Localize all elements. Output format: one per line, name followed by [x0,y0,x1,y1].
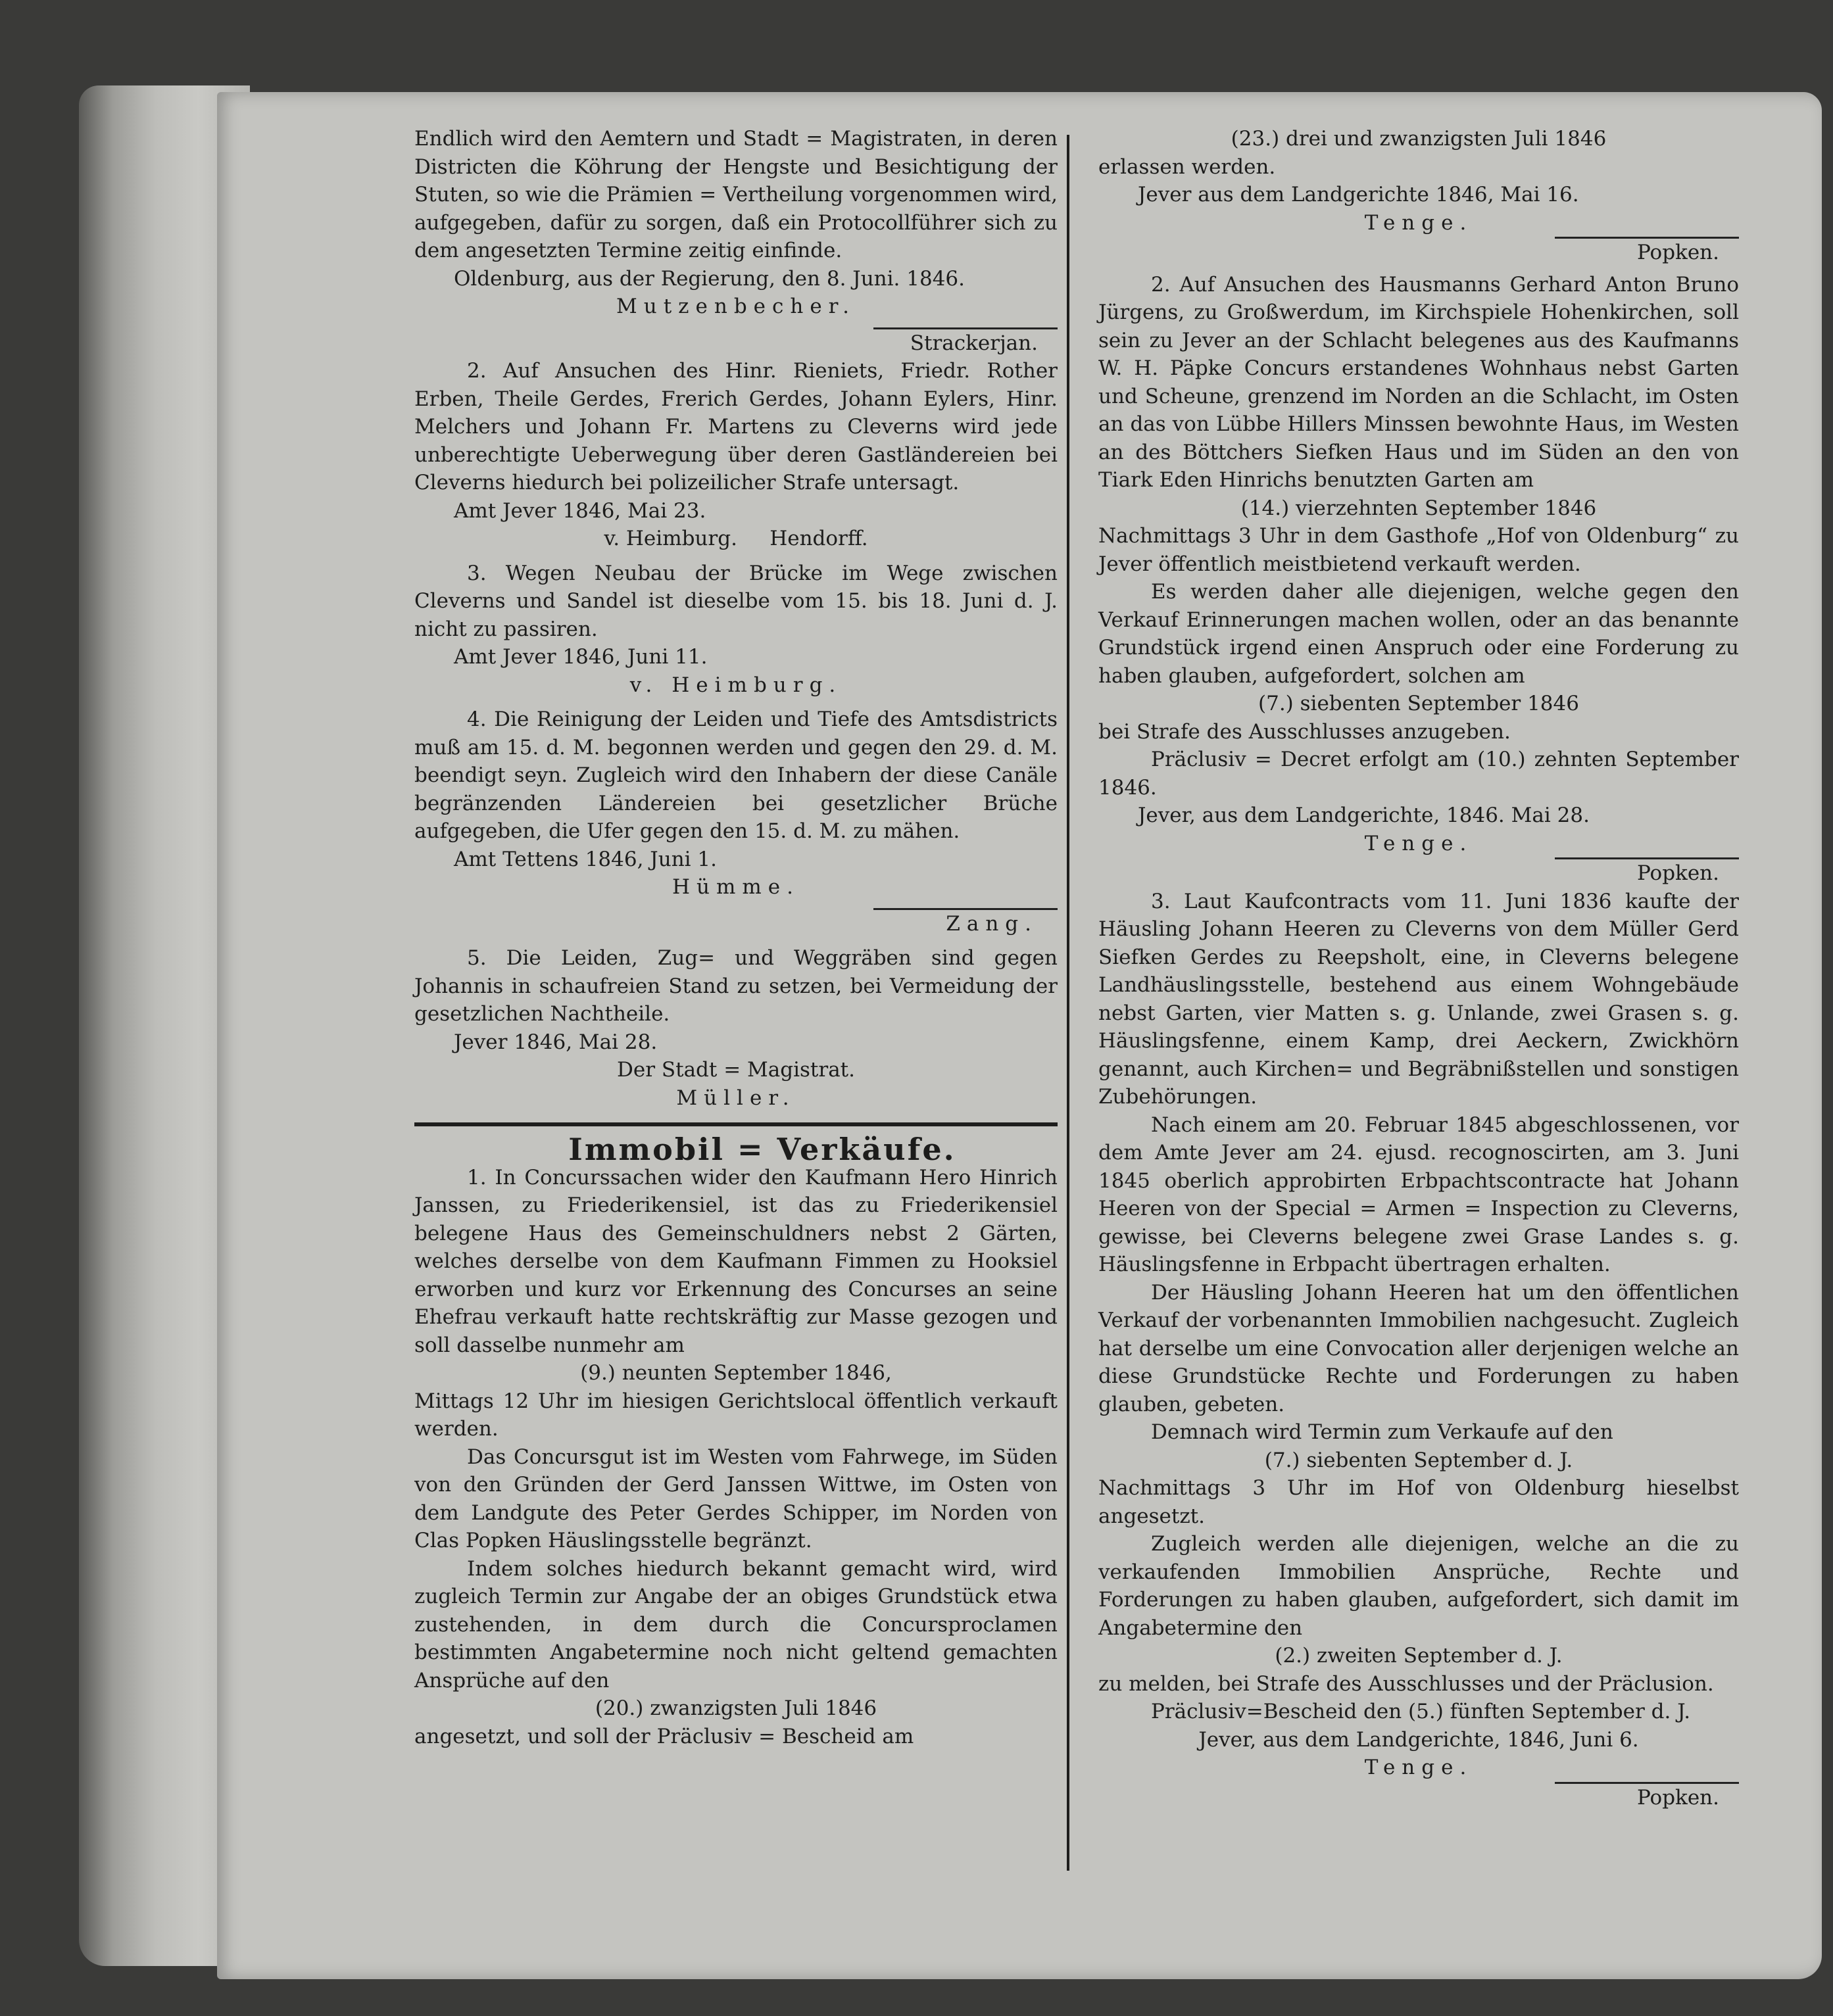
left-column [414,125,1058,1750]
notice-paragraph: Zugleich werden alle diejenigen, welche an die zu verkaufenden Immobilien Ansprüche, Rechte und Forderungen zu haben glauben, aufgefordert, sich damit im Angabetermine den [1098,1532,1739,1640]
notice-paragraph: 5. Die Leiden, Zug= und Weggräben sind gegen Johannis in schaufreien Stand zu setzen, bei Vermeidung der gesetzlichen Nachtheile. [414,946,1058,1026]
notice-paragraph: Indem solches hiedurch bekannt gemacht wird, wird zugleich Termin zur Angabe der an obiges Grundstück etwa zustehenden, in dem durch die Concursproclamen bestimmten Angabetermine noch nicht geltend gemachten Ansprüche auf den [414,1556,1058,1692]
notice-paragraph: 3. Wegen Neubau der Brücke im Wege zwischen Cleverns und Sandel ist dieselbe vom 15. bis 18. Juni d. J. nicht zu passiren. [414,561,1058,641]
notice-signatory: v. Heimburg. [629,673,843,697]
notice-place-date: Jever aus dem Landgerichte 1846, Mai 16. [1138,183,1579,206]
notice-paragraph: Mittags 12 Uhr im hiesigen Gerichtslocal öffentlich verkauft werden. [414,1389,1058,1441]
notice-place-date: Jever 1846, Mai 28. [454,1030,658,1054]
notice-date: (7.) siebenten September 1846 [1258,692,1579,715]
section-divider [414,1122,1058,1126]
notice-countersign: Popken. [1636,861,1719,885]
notice-paragraph: erlassen werden. [1098,155,1276,179]
notice-date: (14.) vierzehnten September 1846 [1240,496,1597,520]
notice-paragraph: Der Häusling Johann Heeren hat um den öffentlichen Verkauf der vorbenannten Immobilien nachgesucht. Zugleich hat derselbe um eine Convocation aller derjenigen welche an diese Grundstücke Rechte und Forderungen zu haben glauben, gebeten. [1098,1280,1739,1416]
notice-paragraph: angesetzt, und soll der Präclusiv = Bescheid am [414,1724,914,1748]
notice-paragraph: 2. Auf Ansuchen des Hausmanns Gerhard Anton Bruno Jürgens, zu Großwerdum, im Kirchspiele Hohenkirchen, soll sein zu Jever an der Schlacht belegenes aus des Kaufmanns W. H. Päpke Concurs erstandenes Wohnhaus nebst Garten und Scheune, grenzend im Norden an die Schlacht, im Osten an das von Lübbe Hillers Minssen bewohnte Haus, im Westen an des Böttchers Siefken Haus und im Süden an den von Tiark Eden Hinrichs benutzten Garten am [1098,272,1739,492]
notice-countersign: Zang. [946,911,1038,936]
notice-paragraph: Nachmittags 3 Uhr im Hof von Oldenburg hieselbst angesetzt. [1098,1476,1739,1528]
notice-paragraph: bei Strafe des Ausschlusses anzugeben. [1098,719,1511,744]
notice-signatory: v. Heimburg. Hendorff. [604,527,868,550]
notice-signatory: Tenge. [1364,831,1473,855]
notice-date: (23.) drei und zwanzigsten Juli 1846 [1231,127,1607,151]
notice-countersign: Popken. [1636,1785,1719,1810]
notice-date: (2.) zweiten September d. J. [1275,1644,1563,1668]
notice-paragraph: Nach einem am 20. Februar 1845 abgeschlossenen, vor dem Amte Jever am 24. ejusd. recognoscirten, am 3. Juni 1845 oberlich approbirten Erbpachtscontracte hat Johann Heeren von der Special = Armen = Inspection zu Cleverns, gewisse, bei Cleverns belegene zwei Grase Landes s. g. Häuslingsfenne in Erbpacht übertragen erhalten. [1098,1113,1739,1276]
notice-paragraph: Präclusiv=Bescheid den (5.) fünften September d. J. [1151,1700,1691,1723]
notice-paragraph: zu melden, bei Strafe des Ausschlusses und der Präclusion. [1098,1671,1714,1696]
notice-place-date: Oldenburg, aus der Regierung, den 8. Juni. 1846. [454,266,965,291]
notice-paragraph: Endlich wird den Aemtern und Stadt = Magistraten, in deren Districten die Köhrung der Hengste und Besichtigung der Stuten, so wie die Prämien = Vertheilung vorgenommen wird, aufgegeben, dafür zu sorgen, daß ein Protocollführer sich zu dem angesetzten Termine zeitig einfinde. [414,127,1058,262]
notice-place-date: Amt Jever 1846, Mai 23. [454,498,706,523]
notice-authority: Der Stadt = Magistrat. [617,1058,855,1082]
notice-signatory: Müller. [676,1086,796,1110]
notice-paragraph: Das Concursgut ist im Westen vom Fahrwege, im Süden von den Gründen der Gerd Janssen Wittwe, im Osten von dem Landgute des Peter Gerdes Schipper, im Norden von Clas Popken Häuslingsstelle begränzt. [414,1445,1058,1552]
notice-signatory: Tenge. [1364,1756,1473,1779]
notice-place-date: Amt Jever 1846, Juni 11. [454,645,708,669]
section-heading: Immobil = Verkäufe. [568,1132,956,1167]
notice-paragraph: 4. Die Reinigung der Leiden und Tiefe des Amtsdistricts muß am 15. d. M. begonnen werden und gegen den 29. d. M. beendigt seyn. Zugleich wird den Inhabern der diese Canäle begränzenden Ländereien bei gesetzlicher Brüche aufgegeben, die Ufer gegen den 15. d. M. zu mähen. [414,708,1058,843]
notice-date: (7.) siebenten September d. J. [1264,1448,1573,1472]
column-divider [1067,135,1069,1871]
notice-paragraph: Demnach wird Termin zum Verkaufe auf den [1151,1420,1613,1444]
notice-paragraph: Nachmittags 3 Uhr in dem Gasthofe „Hof von Oldenburg“ zu Jever öffentlich meistbietend verkauft werden. [1098,524,1739,576]
notice-countersign: Popken. [1636,241,1719,264]
notice-countersign: Strackerjan. [910,331,1038,355]
notice-place-date: Jever, aus dem Landgerichte, 1846. Mai 28. [1138,804,1590,827]
notice-paragraph: 2. Auf Ansuchen des Hinr. Rieniets, Friedr. Rother Erben, Theile Gerdes, Frerich Gerdes, Johann Eylers, Hinr. Melchers und Johann Fr. Martens zu Cleverns wird jede unberechtigte Ueberwegung über deren Gastländereien bei Cleverns hiedurch bei polizeilicher Strafe untersagt. [414,359,1058,494]
notice-place-date: Jever, aus dem Landgerichte, 1846, Juni 6. [1198,1727,1639,1752]
notice-paragraph: 1. In Concurssachen wider den Kaufmann Hero Hinrich Janssen, zu Friederikensiel, ist das zu Friederikensiel belegene Haus des Gemeinschuldners nebst 2 Gärten, welches derselbe von dem Kaufmann Fimmen zu Hooksiel erworben und kurz vor Erkennung des Concurses an seine Ehefrau verkauft hatte rechtskräftig zur Masse gezogen und soll dasselbe nunmehr am [414,1165,1058,1357]
notice-paragraph: 3. Laut Kaufcontracts vom 11. Juni 1836 kaufte der Häusling Johann Heeren zu Cleverns von dem Müller Gerd Siefken Gerdes zu Reepsholt, eine, in Cleverns belegene Landhäuslingsstelle, bestehend aus einem Wohngebäude nebst Garten, vier Matten s. g. Unlande, zwei Grasen s. g. Häuslingsfenne, einem Kamp, drei Aeckern, Zwickhörn genannt, auch Kirchen= und Begräbnißstellen und sonstigen Zubehörungen. [1098,889,1739,1109]
notice-signatory: Hümme. [672,875,800,899]
right-column [1098,125,1739,1812]
notice-paragraph: Es werden daher alle diejenigen, welche gegen den Verkauf Erinnerungen machen wollen, oder an das benannte Grundstück irgend einen Anspruch oder eine Forderung zu haben glauben, aufgefordert, solchen am [1098,580,1739,688]
notice-place-date: Amt Tettens 1846, Juni 1. [454,847,718,871]
notice-date: (9.) neunten September 1846, [580,1361,892,1385]
notice-paragraph: Präclusiv = Decret erfolgt am (10.) zehnten September 1846. [1098,748,1739,800]
notice-signatory: Tenge. [1364,210,1473,235]
notice-date: (20.) zwanzigsten Juli 1846 [595,1696,877,1720]
notice-signatory: Mutzenbecher. [616,295,856,318]
